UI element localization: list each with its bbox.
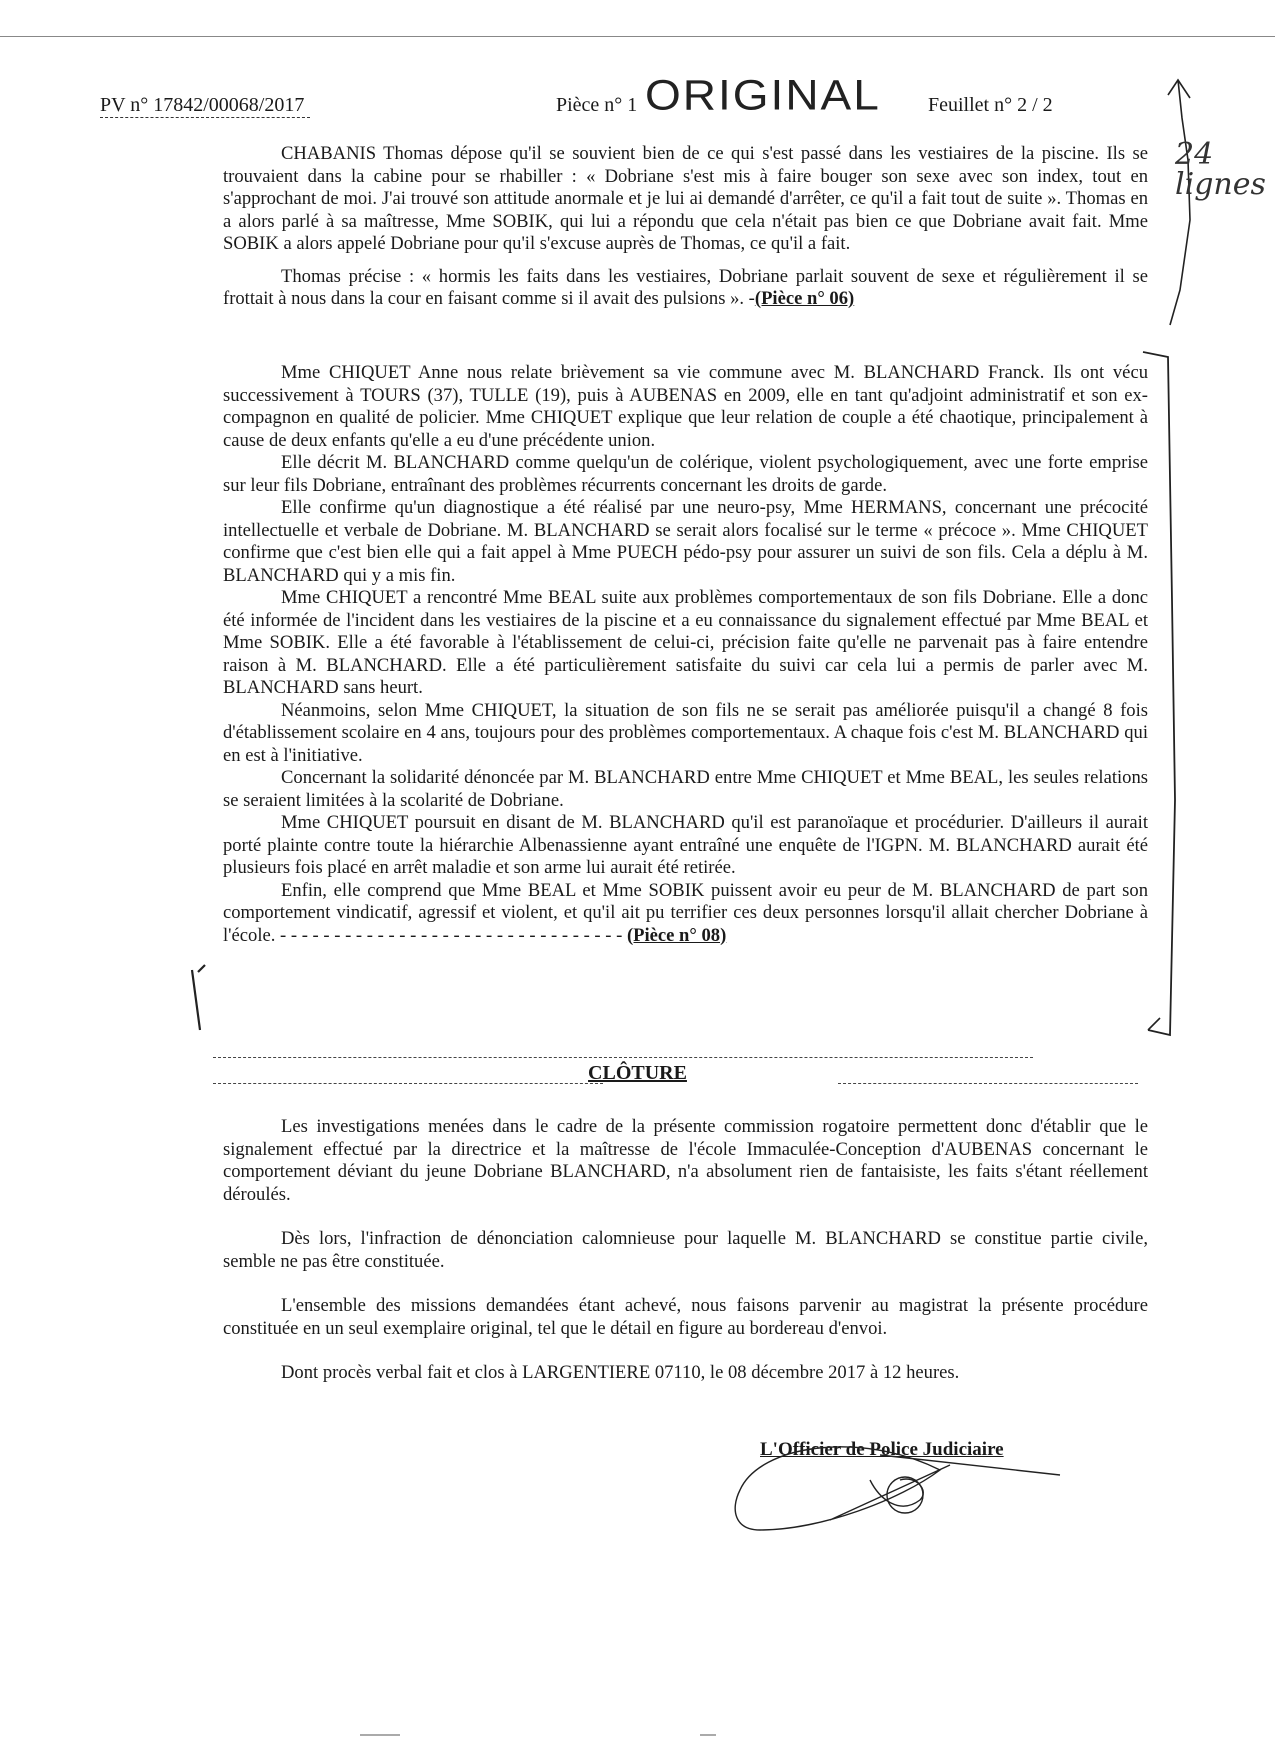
signature-title: L'Officier de Police Judiciaire	[760, 1439, 1004, 1460]
paragraph: Mme CHIQUET a rencontré Mme BEAL suite aux problèmes comportementaux de son fils Dobriane. Elle a donc été informée de l'incident dans les vestiaires de la piscine et a eu connaissance du signalement effectué par Mme BEAL et Mme SOBIK. Elle a été favorable à l'établissement de celui-ci, précision faite qu'elle ne parvenait pas à faire entendre raison à M. BLANCHARD. Elle a été particulièrement satisfaite du suivi car cela lui a permis de parler avec M. BLANCHARD sans heurt.	[223, 587, 1148, 698]
cloture-heading: CLÔTURE	[588, 1062, 687, 1084]
paragraph: Dès lors, l'infraction de dénonciation calomnieuse pour laquelle M. BLANCHARD se constitue partie civile, semble ne pas être constituée.	[223, 1228, 1148, 1272]
feuillet-number: Feuillet n° 2 / 2	[928, 94, 1053, 116]
paragraph: Les investigations menées dans le cadre de la présente commission rogatoire permettent donc d'établir que le signalement effectué par la directrice et la maîtresse de l'école Immaculée-Conception d'AUBENAS concernant le comportement déviant du jeune Dobriane BLANCHARD, n'a absolument rien de fantaisiste, les faits s'étant réellement déroulés.	[223, 1116, 1148, 1205]
margin-note: 24 lignes	[1175, 137, 1266, 202]
paragraph: Mme CHIQUET Anne nous relate brièvement sa vie commune avec M. BLANCHARD Franck. Ils ont vécu successivement à TOURS (37), TULLE (19), puis à AUBENAS en 2009, elle en tant qu'adjoint administratif et son ex-compagnon en qualité de policier. Mme CHIQUET explique que leur relation de couple a été chaotique, principalement à cause de deux enfants qu'elle a eu d'une précédente union.	[223, 362, 1148, 451]
pv-number: PV n° 17842/00068/2017	[100, 94, 310, 118]
paragraph: L'ensemble des missions demandées étant achevé, nous faisons parvenir au magistrat la présente procédure constituée en un seul exemplaire original, tel que le détail en figure au bordereau d'envoi.	[223, 1295, 1148, 1339]
paragraph: Néanmoins, selon Mme CHIQUET, la situation de son fils ne se serait pas améliorée puisqu'il a changé 8 fois d'établissement scolaire en 4 ans, toujours pour des problèmes comportementaux. A chaque fois c'est M. BLANCHARD qui en est à l'initiative.	[223, 699, 1148, 766]
paragraph: Thomas précise : « hormis les faits dans les vestiaires, Dobriane parlait souvent de sexe et régulièrement il se frottait à nous dans la cour en faisant comme si il avait des pulsions ». -(Pièce n° 06)	[223, 265, 1148, 309]
margin-bracket-hook	[1148, 1018, 1160, 1030]
margin-tick	[192, 965, 205, 1030]
paragraph: Elle décrit M. BLANCHARD comme quelqu'un de colérique, violent psychologiquement, avec une forte emprise sur leur fils Dobriane, entraînant des problèmes récurrents concernant les droits de garde.	[223, 452, 1148, 496]
original-stamp: ORIGINAL	[645, 71, 881, 119]
margin-bracket-main	[1143, 352, 1175, 1035]
paragraph: Mme CHIQUET poursuit en disant de M. BLANCHARD qu'il est paranoïaque et procédurier. D'ailleurs il aurait porté plainte contre toute la hiérarchie Albenassienne ayant entraîné une enquête de l'IGPN. M. BLANCHARD aurait été plusieurs fois placé en arrêt maladie et son arme lui aurait été retirée.	[223, 812, 1148, 878]
piece-reference: (Pièce n° 06)	[754, 288, 855, 309]
piece-label: Pièce n° 1	[556, 94, 638, 116]
paragraph: CHABANIS Thomas dépose qu'il se souvient bien de ce qui s'est passé dans les vestiaires de la piscine. Ils se trouvaient dans la cabine pour se rhabiller : « Dobriane s'est mis à faire bouger son sexe avec son index, tout en s'approchant de moi. J'ai trouvé son attitude anormale et je lui ai demandé d'arrêter, ce qu'il a fait tout de suite ». Thomas en a alors parlé à sa maîtresse, Mme SOBIK, qui lui a répondu que cela n'était pas bien ce que Dobriane avait fait. Mme SOBIK a alors appelé Dobriane pour qu'il s'excuse auprès de Thomas, ce qu'il a fait.	[223, 143, 1148, 254]
paragraph: Concernant la solidarité dénoncée par M. BLANCHARD entre Mme CHIQUET et Mme BEAL, les seules relations se seraient limitées à la scolarité de Dobriane.	[223, 767, 1148, 811]
paragraph: Dont procès verbal fait et clos à LARGENTIERE 07110, le 08 décembre 2017 à 12 heures.	[281, 1362, 960, 1383]
paragraph: Elle confirme qu'un diagnostique a été réalisé par une neuro-psy, Mme HERMANS, concernant une précocité intellectuelle et verbale de Dobriane. M. BLANCHARD se serait alors focalisé sur le terme « précoce ». Mme CHIQUET confirme que c'est bien elle qui a fait appel à Mme PUECH pédo-psy pour assurer un suivi de son fils. Cela a déplu à M. BLANCHARD qui y a mis fin.	[223, 497, 1148, 586]
margin-bracket-top	[1170, 80, 1190, 325]
piece-reference: (Pièce n° 08)	[626, 924, 727, 946]
signature	[735, 1447, 1060, 1530]
dotted-fill: - - - - - - - - - - - - - - - - - - - - - - - - - - - - - - - -	[275, 924, 627, 946]
paragraph: Enfin, elle comprend que Mme BEAL et Mme SOBIK puissent avoir eu peur de M. BLANCHARD de part son comportement vindicatif, agressif et violent, et qu'il ait pu terrifier ces deux personnes lorsqu'il allait chercher Dobriane à l'école. - - - - - - - - - - - - - - - - - - - - - - - - - - - - - - - - (Pièce n° 08)	[223, 879, 1148, 946]
